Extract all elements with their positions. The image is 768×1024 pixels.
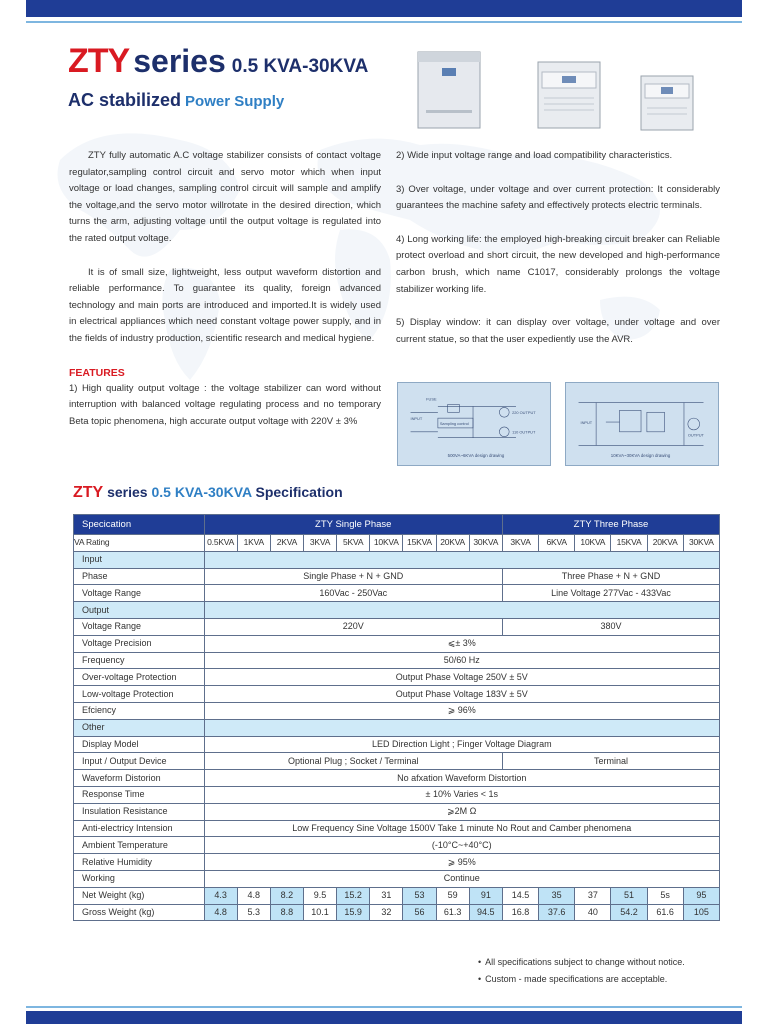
table-row xyxy=(74,753,720,770)
page-title xyxy=(68,44,368,78)
weight-cell: 94.5 xyxy=(469,904,502,921)
weight-cell: 91 xyxy=(469,887,502,904)
va-three: 30KVA xyxy=(683,535,719,552)
title-series: series xyxy=(133,43,226,79)
va-three: 3KVA xyxy=(502,535,538,552)
spec-table xyxy=(73,514,720,921)
cell-three: 380V xyxy=(502,618,719,635)
page-subtitle xyxy=(68,90,284,111)
cell-value: ⩾ 96% xyxy=(204,702,719,719)
weight-cell: 61.6 xyxy=(647,904,683,921)
spec-title-range: 0.5 KVA-30KVA xyxy=(151,484,252,500)
weight-cell: 4.8 xyxy=(237,887,270,904)
section-output: Output xyxy=(74,602,205,619)
row-label: Working xyxy=(74,870,205,887)
cell-single: Single Phase + N + GND xyxy=(204,568,502,585)
weight-cell: 40 xyxy=(575,904,611,921)
row-label: VA Rating xyxy=(74,535,205,552)
table-row xyxy=(74,618,720,635)
cell-value: Output Phase Voltage 250V ± 5V xyxy=(204,669,719,686)
spec-title-suffix: Specification xyxy=(255,484,343,500)
table-row xyxy=(74,635,720,652)
table-row xyxy=(74,786,720,803)
table-row xyxy=(74,568,720,585)
cell-value: Continue xyxy=(204,870,719,887)
footnote-1: • All specifications subject to change without notice. xyxy=(478,954,685,971)
cell-value: (-10°C~+40°C) xyxy=(204,837,719,854)
diagram-out110-label: 110 OUTPUT xyxy=(512,429,536,435)
weight-cell: 5s xyxy=(647,887,683,904)
cell-value: LED Direction Light ; Finger Voltage Diagram xyxy=(204,736,719,753)
va-single: 15KVA xyxy=(403,535,436,552)
va-single: 0.5KVA xyxy=(204,535,237,552)
va-single: 1KVA xyxy=(237,535,270,552)
section-output-row xyxy=(74,602,720,619)
feature-item-5: 5) Display window: it can display over voltage, under voltage and over current statue, so that the user expediently use the AVR. xyxy=(396,317,720,345)
weight-cell: 4.3 xyxy=(204,887,237,904)
section-input-row xyxy=(74,551,720,568)
section-other: Other xyxy=(74,719,205,736)
weight-cell: 61.3 xyxy=(436,904,469,921)
spec-header-single: ZTY Single Phase xyxy=(204,515,502,535)
cell-value: Low Frequency Sine Voltage 1500V Take 1 minute No Rout and Camber phenomena xyxy=(204,820,719,837)
net-weight-row xyxy=(74,887,720,904)
diagram-2-caption: 10KVA~30KVA design drawing xyxy=(610,453,671,459)
design-drawing-small xyxy=(397,382,551,466)
table-row xyxy=(74,686,720,703)
table-row xyxy=(74,585,720,602)
weight-cell: 31 xyxy=(370,887,403,904)
weight-cell: 35 xyxy=(539,887,575,904)
weight-cell: 51 xyxy=(611,887,647,904)
row-label: Gross Weight (kg) xyxy=(74,904,205,921)
cell-single: 160Vac - 250Vac xyxy=(204,585,502,602)
intro-paragraph-1: ZTY fully automatic A.C voltage stabilizer consists of contact voltage regulator,sampling control circuit and servo motor which when input voltage or load changes, sampling control circuit will sample and amplify the voltage,and the servo motor willrotate in the desired direction, which turns the arm, adjusting voltage until the output voltage is regulated into the rated output voltage. xyxy=(69,150,381,244)
product-image-medium xyxy=(536,58,602,130)
weight-cell: 4.8 xyxy=(204,904,237,921)
diagram-2-output-label: OUTPUT xyxy=(687,432,704,438)
va-three: 15KVA xyxy=(611,535,647,552)
va-three: 10KVA xyxy=(575,535,611,552)
section-input: Input xyxy=(74,551,205,568)
cell-value: ± 10% Varies < 1s xyxy=(204,786,719,803)
diagram-1-caption: 500VA~6KVA design drawing xyxy=(447,453,505,459)
weight-cell: 37 xyxy=(575,887,611,904)
table-row xyxy=(74,669,720,686)
table-row xyxy=(74,652,720,669)
row-label: Frequency xyxy=(74,652,205,669)
cell-three: Three Phase + N + GND xyxy=(502,568,719,585)
features-heading: FEATURES xyxy=(69,366,125,379)
cell-three: Line Voltage 277Vac - 433Vac xyxy=(502,585,719,602)
cell-value: ⩾2M Ω xyxy=(204,803,719,820)
cell-value: Output Phase Voltage 183V ± 5V xyxy=(204,686,719,703)
va-single: 2KVA xyxy=(270,535,303,552)
table-row xyxy=(74,702,720,719)
footnotes xyxy=(478,954,685,988)
spec-title xyxy=(73,484,343,502)
top-band-line xyxy=(26,21,742,23)
diagram-2-input-label: INPUT xyxy=(580,420,593,425)
va-single: 10KVA xyxy=(370,535,403,552)
title-brand: ZTY xyxy=(68,42,130,80)
table-row xyxy=(74,837,720,854)
title-range: 0.5 KVA-30KVA xyxy=(231,56,369,77)
diagram-out220-label: 220 OUTPUT xyxy=(512,410,536,416)
va-single: 30KVA xyxy=(469,535,502,552)
footnote-2: • Custom - made specifications are acceptable. xyxy=(478,971,685,988)
table-row xyxy=(74,736,720,753)
weight-cell: 59 xyxy=(436,887,469,904)
weight-cell: 14.5 xyxy=(502,887,538,904)
cell-three: Terminal xyxy=(502,753,719,770)
row-label: Insulation Resistance xyxy=(74,803,205,820)
cell-single: 220V xyxy=(204,618,502,635)
spec-title-series: series xyxy=(107,484,148,500)
spec-header-label: Specication xyxy=(74,515,205,535)
section-other-row xyxy=(74,719,720,736)
weight-cell: 105 xyxy=(683,904,719,921)
weight-cell: 95 xyxy=(683,887,719,904)
weight-cell: 15.2 xyxy=(337,887,370,904)
row-label: Anti-electricy Intension xyxy=(74,820,205,837)
row-label: Voltage Precision xyxy=(74,635,205,652)
va-three: 6KVA xyxy=(539,535,575,552)
bottom-band xyxy=(26,1011,742,1024)
cell-single: Optional Plug ; Socket / Terminal xyxy=(204,753,502,770)
row-label: Relative Humidity xyxy=(74,854,205,871)
row-label: Phase xyxy=(74,568,205,585)
feature-item-4: 4) Long working life: the employed high-breaking circuit breaker can Reliable protect overload and short circuit, the new developed and high-performance carbon brush, which name C1017, considerably prolongs the voltage stabilizer working life. xyxy=(396,233,720,295)
right-column xyxy=(396,148,720,365)
weight-cell: 32 xyxy=(370,904,403,921)
subtitle-sub: Power Supply xyxy=(185,93,285,110)
table-row xyxy=(74,870,720,887)
bottom-band-line xyxy=(26,1006,742,1008)
va-single: 20KVA xyxy=(436,535,469,552)
table-row xyxy=(74,854,720,871)
row-label: Voltage Range xyxy=(74,618,205,635)
table-row xyxy=(74,803,720,820)
weight-cell: 56 xyxy=(403,904,436,921)
weight-cell: 10.1 xyxy=(303,904,336,921)
row-label: Ambient Temperature xyxy=(74,837,205,854)
top-band xyxy=(26,0,742,17)
diagram-fuse-label: FUSE xyxy=(426,396,437,402)
spec-header-row xyxy=(74,515,720,535)
row-label: Voltage Range xyxy=(74,585,205,602)
cell-value: 50/60 Hz xyxy=(204,652,719,669)
cell-value: No afxation Waveform Distortion xyxy=(204,770,719,787)
spec-header-three: ZTY Three Phase xyxy=(502,515,719,535)
row-label: Efciency xyxy=(74,702,205,719)
intro-paragraph-2: It is of small size, lightweight, less output waveform distortion and reliable performance. To guarantee its quality, foreign advanced technology and main ports are introduced and imported.It is widely used in electrical appliances which need constant voltage power supply, and in the fields of industry production, scientific research and medical hygiene. xyxy=(69,266,381,344)
weight-cell: 54.2 xyxy=(611,904,647,921)
diagram-sampling-label: Sampling control xyxy=(439,420,469,426)
feature-item-3: 3) Over voltage, under voltage and over current protection: It considerably guarantees the machine safety and effectively protects electric terminals. xyxy=(396,183,720,212)
row-label: Input / Output Device xyxy=(74,753,205,770)
weight-cell: 8.2 xyxy=(270,887,303,904)
product-image-large xyxy=(416,50,482,130)
left-column xyxy=(69,148,381,447)
weight-cell: 16.8 xyxy=(502,904,538,921)
va-single: 3KVA xyxy=(303,535,336,552)
spec-title-brand: ZTY xyxy=(73,484,104,501)
product-image-small xyxy=(639,70,695,132)
weight-cell: 8.8 xyxy=(270,904,303,921)
design-drawing-large xyxy=(565,382,719,466)
weight-cell: 53 xyxy=(403,887,436,904)
row-label: Over-voltage Protection xyxy=(74,669,205,686)
row-label: Display Model xyxy=(74,736,205,753)
va-rating-row xyxy=(74,535,720,552)
table-row xyxy=(74,770,720,787)
row-label: Waveform Distorion xyxy=(74,770,205,787)
diagram-input-label: INPUT xyxy=(410,416,423,422)
row-label: Response Time xyxy=(74,786,205,803)
subtitle-main: AC stabilized xyxy=(68,90,182,110)
va-single: 5KVA xyxy=(337,535,370,552)
weight-cell: 15.9 xyxy=(337,904,370,921)
row-label: Low-voltage Protection xyxy=(74,686,205,703)
weight-cell: 9.5 xyxy=(303,887,336,904)
weight-cell: 37.6 xyxy=(539,904,575,921)
row-label: Net Weight (kg) xyxy=(74,887,205,904)
cell-value: ⩽± 3% xyxy=(204,635,719,652)
cell-value: ⩾ 95% xyxy=(204,854,719,871)
feature-item-1: 1) High quality output voltage : the voltage stabilizer can word without interruption with balanced voltage regulating process and no temporary Beta topic phenomena, high accurate output voltage with 220V ± 3% xyxy=(69,382,381,427)
feature-item-2: 2) Wide input voltage range and load compatibility characteristics. xyxy=(396,150,673,161)
gross-weight-row xyxy=(74,904,720,921)
table-row xyxy=(74,820,720,837)
va-three: 20KVA xyxy=(647,535,683,552)
weight-cell: 5.3 xyxy=(237,904,270,921)
